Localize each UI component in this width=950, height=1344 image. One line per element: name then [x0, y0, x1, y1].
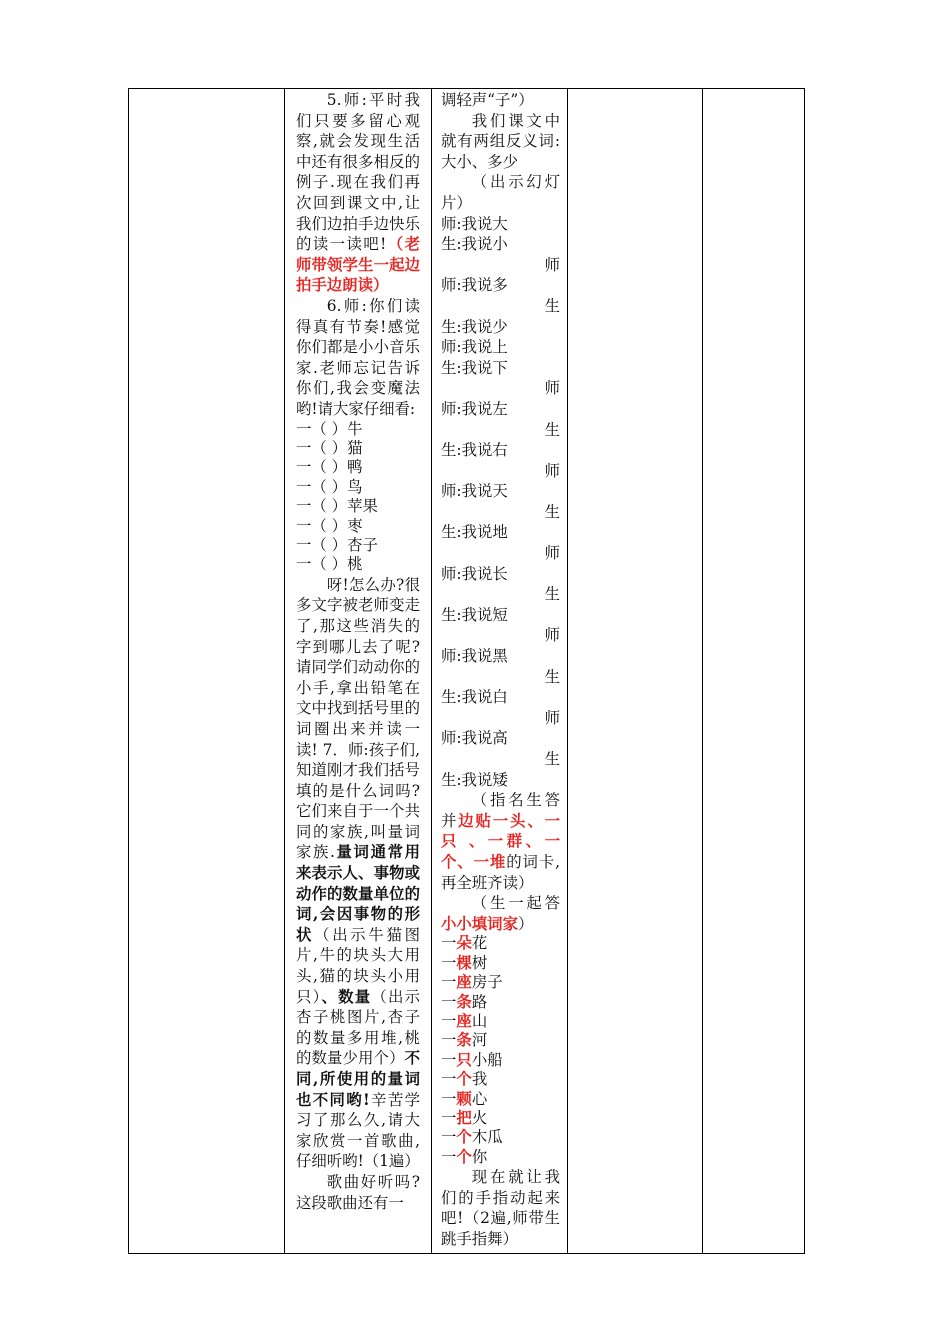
lesson-table [128, 88, 805, 1254]
dialog-line: 师:我说天 [441, 482, 508, 501]
dialog-line: 生:我说矮 [441, 770, 508, 789]
teacher-activity-column [292, 89, 423, 1253]
column-divider [567, 89, 568, 1253]
blank-item: 一（ ）牛 [296, 419, 363, 438]
dialog-line: 师:我说上 [441, 338, 508, 357]
column-divider [431, 89, 432, 1253]
paragraph-5: 5.师:平时我们只要多留心观察,就会发现生活中还有很多相反的例子.现在我们再次回到课文中,让我们边拍手边快乐的读一读吧!（老师带领学生一起边拍手边朗读） [296, 91, 420, 295]
paragraph-6: 6.师:你们读得真有节奏!感觉你们都是小小音乐家.老师忘记告诉你们,我会变魔法哟!请大家仔细看: [296, 296, 420, 418]
role-marker: 师 [544, 708, 560, 727]
blank-item: 一（ ）苹果 [296, 497, 378, 516]
finger-dance-note: 现在就让我们的手指动起来吧!（2遍,师带生跳手指舞） [441, 1168, 560, 1248]
dialog-line: 师:我说黑 [441, 647, 508, 666]
role-marker: 生 [544, 750, 560, 768]
dialog-line: 生:我说右 [441, 441, 508, 460]
blank-item: 一（ ）杏子 [296, 535, 378, 554]
column-divider [284, 89, 285, 1253]
measure-item: 一颗心 [441, 1089, 488, 1108]
measure-item: 一把火 [441, 1109, 488, 1127]
column-divider [702, 89, 703, 1253]
dialog-line: 生:我说小 [441, 235, 508, 254]
paragraph-song: 歌曲好听吗?这段歌曲还有一 [296, 1172, 420, 1212]
role-marker: 师 [544, 626, 560, 645]
fill-game-note: （生一起答小小填词家） [441, 894, 560, 933]
measure-item: 一只小船 [441, 1050, 503, 1069]
measure-item: 一座房子 [441, 973, 503, 992]
measure-item: 一个我 [441, 1070, 488, 1089]
dialog-line: 师:我说高 [441, 729, 508, 748]
blank-item: 一（ ）鸟 [296, 477, 363, 496]
role-marker: 生 [544, 420, 560, 439]
measure-item: 一座山 [441, 1011, 488, 1030]
role-marker: 师 [544, 544, 560, 563]
blank-item: 一（ ）鸭 [296, 458, 363, 477]
role-marker: 生 [544, 502, 560, 521]
blank-item: 一（ ）猫 [296, 438, 363, 457]
dialog-line: 师:我说左 [441, 399, 508, 418]
slide-note: （出示幻灯片） [441, 173, 560, 212]
dialog-line: 生:我说少 [441, 317, 508, 336]
dialog-line: 生:我说下 [441, 358, 508, 377]
blank-item: 一（ ）枣 [296, 516, 363, 535]
blank-item: 一（ ）桃 [296, 555, 363, 574]
dialog-line: 生:我说白 [441, 688, 508, 707]
role-marker: 生 [544, 585, 560, 604]
measure-item: 一个木瓜 [441, 1128, 503, 1147]
role-marker: 生 [544, 296, 560, 315]
measure-item: 一朵花 [441, 934, 488, 953]
dialog-line: 生:我说地 [441, 523, 508, 542]
measure-item: 一个你 [441, 1147, 488, 1166]
tone-note: 调轻声“子”） [441, 91, 534, 109]
measure-item: 一条河 [441, 1031, 488, 1050]
measure-item: 一条路 [441, 992, 488, 1011]
card-note: （指名生答并边贴一头、一只 、一群、一个、一堆的词卡,再全班齐读） [441, 791, 560, 892]
dialog-line: 师:我说多 [441, 276, 508, 295]
fill-blank-list [296, 420, 420, 575]
antonym-intro: 我们课文中就有两组反义词:大小、多少 [441, 111, 560, 171]
role-marker: 生 [544, 667, 560, 686]
measure-word-list [441, 934, 560, 1167]
dialog-line: 师:我说大 [441, 214, 508, 233]
student-activity-column [437, 89, 563, 1253]
role-marker: 师 [544, 379, 560, 398]
antonym-dialog [441, 214, 560, 791]
role-marker: 师 [544, 461, 560, 480]
measure-item: 一棵树 [441, 953, 488, 972]
dialog-line: 师:我说长 [441, 564, 508, 583]
dialog-line: 生:我说短 [441, 605, 508, 624]
role-marker: 师 [544, 255, 560, 274]
paragraph-7: 呀!怎么办?很多文字被老师变走了,那这些消失的字到哪儿去了呢?请同学们动动你的小手,拿出铅笔在文中找到括号里的词圈出来并读一读! 7．师:孩子们,知道刚才我们括号填的是什么词吗?它们来自于一个共同的家族,叫量词家族.量词通常用来表示人、事物或动作的数量单位的词,会因事物的形状（出示牛猫图片,牛的块头大用头,猫的块头小用只）、数量（出示杏子桃图片,杏子的数量多用堆,桃的数量少用个）不同,所使用的量词也不同哟!辛苦学习了那么久,请大家欣赏一首歌曲,仔细听哟!（1遍） [296, 575, 420, 1171]
